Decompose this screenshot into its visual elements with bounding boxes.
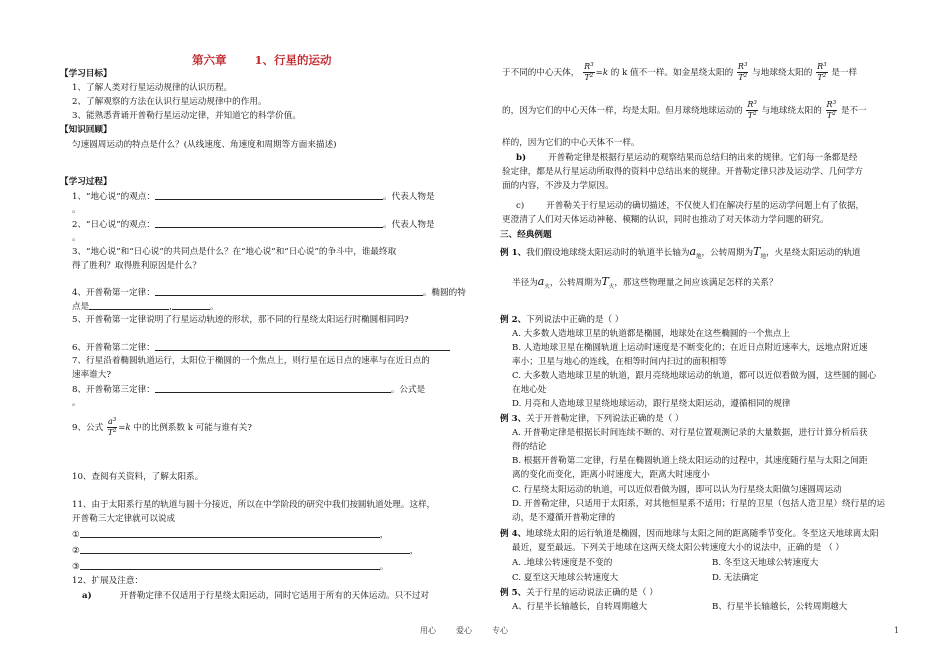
- circle-answer-1: ① ，: [72, 530, 389, 540]
- example-2-option-b: B. 人造地球卫星在椭圆轨道上运动时速度是不断变化的；在近日点附近速率大，远地点附近速: [512, 343, 868, 353]
- review-question: 匀速圆周运动的特点是什么？(从线速度、角速度和周期等方面来描述): [72, 140, 337, 150]
- example-5-option-b: B、行星半长轴越长，公转周期越大: [712, 602, 848, 612]
- question-11-line2: 开普勒三大定律就可以说成: [72, 514, 176, 524]
- answer-blank[interactable]: [155, 218, 383, 228]
- answer-blank[interactable]: [80, 544, 410, 554]
- example-4-option-d: D. 无法确定: [712, 573, 759, 583]
- answer-blank[interactable]: [155, 190, 383, 200]
- question-10: 10、查阅有关资料，了解太阳系。: [72, 472, 204, 482]
- example-4-line2: 最近，夏至最远。下列关于地球在这两天绕太阳公转速度大小的说法中，正确的是 （ ）: [512, 543, 845, 553]
- example-2-option-b-cont: 率小；卫星与地心的连线，在相等时间内扫过的面积相等: [512, 357, 727, 367]
- symbol-t-mars: $T_火$: [601, 275, 615, 291]
- question-2: 2、“日心说”的观点： 。代表人物是: [72, 220, 435, 230]
- example-2-option-d: D. 月亮和人造地球卫星绕地球运动，跟行星绕太阳运动，遵循相同的规律: [512, 399, 791, 409]
- example-4-line1: 例 4、地球绕太阳的运行轨道是椭圆，因而地球与太阳之间的距离随季节变化。冬至这天地球离太阳: [500, 529, 879, 539]
- goal-item: 2、了解观察的方法在认识行星运动规律中的作用。: [72, 97, 267, 107]
- example-4-option-b: B. 冬至这天地球公转速度大: [712, 558, 819, 568]
- note-c-line2: 更澄清了人们对天体运动神秘、模糊的认识，同时也推动了对天体动力学问题的研究。: [502, 215, 829, 225]
- answer-blank[interactable]: [89, 300, 169, 310]
- question-12: 12、扩展及注意：: [72, 576, 144, 586]
- examples-heading: 三、经典例题: [500, 230, 552, 240]
- question-6: 6、开普勒第二定律：: [72, 341, 450, 354]
- kepler-ratio: $\frac{R^3}{T^2}$: [817, 62, 827, 82]
- example-3-option-a: A. 开普勒定律是根据长时间连续不断的、对行星位置观测记录的大量数据，进行计算分析后获: [512, 428, 868, 438]
- page-title: 第六章 1、行星的运动: [192, 53, 332, 67]
- example-3-option-b-cont: 离的变化而变化，距离小时速度大，距离大时速度小: [512, 470, 710, 480]
- circle-answer-3: ③ 。: [72, 562, 389, 572]
- process-heading: 【学习过程】: [60, 177, 112, 187]
- symbol-a-mars: $a_火$: [537, 275, 550, 291]
- question-7-line2: 速率谁大?: [72, 370, 111, 380]
- question-4: 4、开普勒第一定律： 。椭圆的特: [72, 288, 466, 298]
- question-3-line1: 3、“地心说”和“日心说”的共同点是什么？在“地心说”和“日心说”的争斗中，谁最终取: [72, 247, 397, 257]
- example-4-option-a: A. .地球公转速度是不变的: [512, 558, 613, 568]
- example-3: 例 3、关于开普勒定律，下列说法正确的是（ ）: [500, 414, 684, 424]
- kepler-ratio: $\frac{R^3}{T^2}$: [737, 62, 748, 82]
- question-8-end: 。: [72, 398, 81, 408]
- kepler-formula: $\frac{R^3}{T^2}$: [584, 62, 594, 82]
- kepler-ratio: $\frac{R^3}{T^2}$: [826, 100, 837, 120]
- page-footer: 用心 爱心 专心: [420, 626, 508, 635]
- answer-blank[interactable]: [80, 528, 380, 538]
- example-3-option-d-cont: 动，是不遵循开普勒定律的: [512, 513, 616, 523]
- note-a-cont-1: 于不同的中心天体， $\frac{R^3}{T^2}$ =k 的 k 值不一样。如金星绕太阳的 $\frac{R^3}{T^2}$ 与地球绕太阳的 $\frac{R^3}{T^2}$ 是一样: [502, 62, 858, 82]
- question-5: 5、开普勒第一定律说明了行星运动轨迹的形状，那不同的行星绕太阳运行时椭圆相同吗?: [72, 315, 409, 325]
- answer-blank[interactable]: [80, 560, 380, 570]
- example-3-option-b: B. 根据开普勒第二定律，行星在椭圆轨道上绕太阳运动的过程中，其速度随行星与太阳之间距: [512, 456, 868, 466]
- symbol-a-earth: $a_地$: [689, 245, 702, 261]
- example-3-option-c: C. 行星绕太阳运动的轨道，可以近似看做为圆，即可以认为行星绕太阳做匀速圆周运动: [512, 485, 842, 495]
- example-3-option-a-cont: 得的结论: [512, 442, 547, 452]
- example-2-option-c: C. 大多数人造地球卫星的轨道，跟月亮绕地球运动的轨道，都可以近似看做为圆，这些圆的圆心: [512, 371, 877, 381]
- goal-item: 1、了解人类对行星运动规律的认识历程。: [72, 83, 233, 93]
- example-1-line2: 半径为$a_火$，公转周期为$T_火$，那这些物理量之间应该满足怎样的关系？: [512, 275, 778, 291]
- symbol-t-earth: $T_地$: [753, 245, 766, 261]
- goals-heading: 【学习目标】: [60, 69, 112, 79]
- question-4-line2: 点是 , 。: [72, 302, 219, 312]
- answer-blank[interactable]: [172, 300, 210, 310]
- question-7-line1: 7、行星沿着椭圆轨道运行，太阳位于椭圆的一个焦点上，则行星在远日点的速率与在近日点的: [72, 356, 430, 366]
- example-4-option-c: C. 夏至这天地球公转速度大: [512, 573, 619, 583]
- note-b-line1: b) 开普勒定律是根据行星运动的观察结果而总结归纳出来的规律。它们每一条都是经: [516, 153, 858, 163]
- question-1-end: 。: [72, 205, 81, 215]
- example-1-line1: 例 1、我们假设地球绕太阳运动时的轨道半长轴为$a_地$，公转周期为$T_地$，火星绕太阳运动的轨道: [500, 245, 861, 261]
- note-a-cont-3: 样的，因为它们的中心天体不一样。: [502, 138, 640, 148]
- answer-blank[interactable]: [155, 286, 423, 296]
- goal-item: 3、能熟悉背诵开普勒行星运动定律，并知道它的科学价值。: [72, 111, 301, 121]
- page-number: 1: [894, 626, 900, 635]
- answer-blank[interactable]: [155, 341, 450, 351]
- example-2-option-c-cont: 在地心处: [512, 385, 547, 395]
- note-b-line2: 验定律，都是从行星运动所取得的资料中总结出来的规律。开普勒定律只涉及运动学、几何学方: [502, 167, 863, 177]
- question-1: 1、“地心说”的观点： 。代表人物是: [72, 192, 435, 202]
- question-2-end: 。: [72, 233, 81, 243]
- question-9: 9、公式 $\frac{a^3}{T^2}$ =k 中的比例系数 k 可能与谁有关?: [72, 417, 252, 437]
- note-c-line1: c) 开普勒关于行星运动的确切描述，不仅使人们在解决行星的运动学问题上有了依据，: [516, 201, 865, 211]
- note-a: a) 开普勒定律不仅适用于行星绕太阳运动，同时它适用于所有的天体运动。只不过对: [82, 591, 430, 601]
- question-11-line1: 11、由于太阳系行星的轨道与圆十分接近，所以在中学阶段的研究中我们按圆轨道处理。这样，: [72, 500, 436, 510]
- note-b-line3: 面的内容，不涉及力学原因。: [502, 181, 614, 191]
- answer-blank[interactable]: [155, 383, 391, 393]
- example-5-option-a: A、行星半长轴越长，自转周期越大: [512, 602, 648, 612]
- kepler-ratio: $\frac{R^3}{T^2}$: [747, 100, 757, 120]
- example-2: 例 2、下列说法中正确的是（ ）: [500, 315, 624, 325]
- question-3-line2: 得了胜利？取得胜利原因是什么？: [72, 261, 201, 271]
- review-heading: 【知识回顾】: [60, 125, 112, 135]
- example-3-option-d: D. 开普勒定律，只适用于太阳系，对其他恒星系不适用；行星的卫星（包括人造卫星）绕行星的运: [512, 499, 885, 509]
- circle-answer-2: ② ，: [72, 546, 419, 556]
- kepler-formula: $\frac{a^3}{T^2}$: [107, 417, 117, 437]
- question-8: 8、开普勒第三定律： 。公式是: [72, 385, 426, 395]
- note-a-cont-2: 的，因为它们的中心天体一样，均是太阳。但月球绕地球运动的 $\frac{R^3}{T^2}$ 与地球绕太阳的 $\frac{R^3}{T^2}$ 是不一: [502, 100, 867, 120]
- example-2-option-a: A. 大多数人造地球卫星的轨道都是椭圆，地球处在这些椭圆的一个焦点上: [512, 329, 791, 339]
- example-5: 例 5、关于行星的运动说法正确的是（ ）: [500, 588, 658, 598]
